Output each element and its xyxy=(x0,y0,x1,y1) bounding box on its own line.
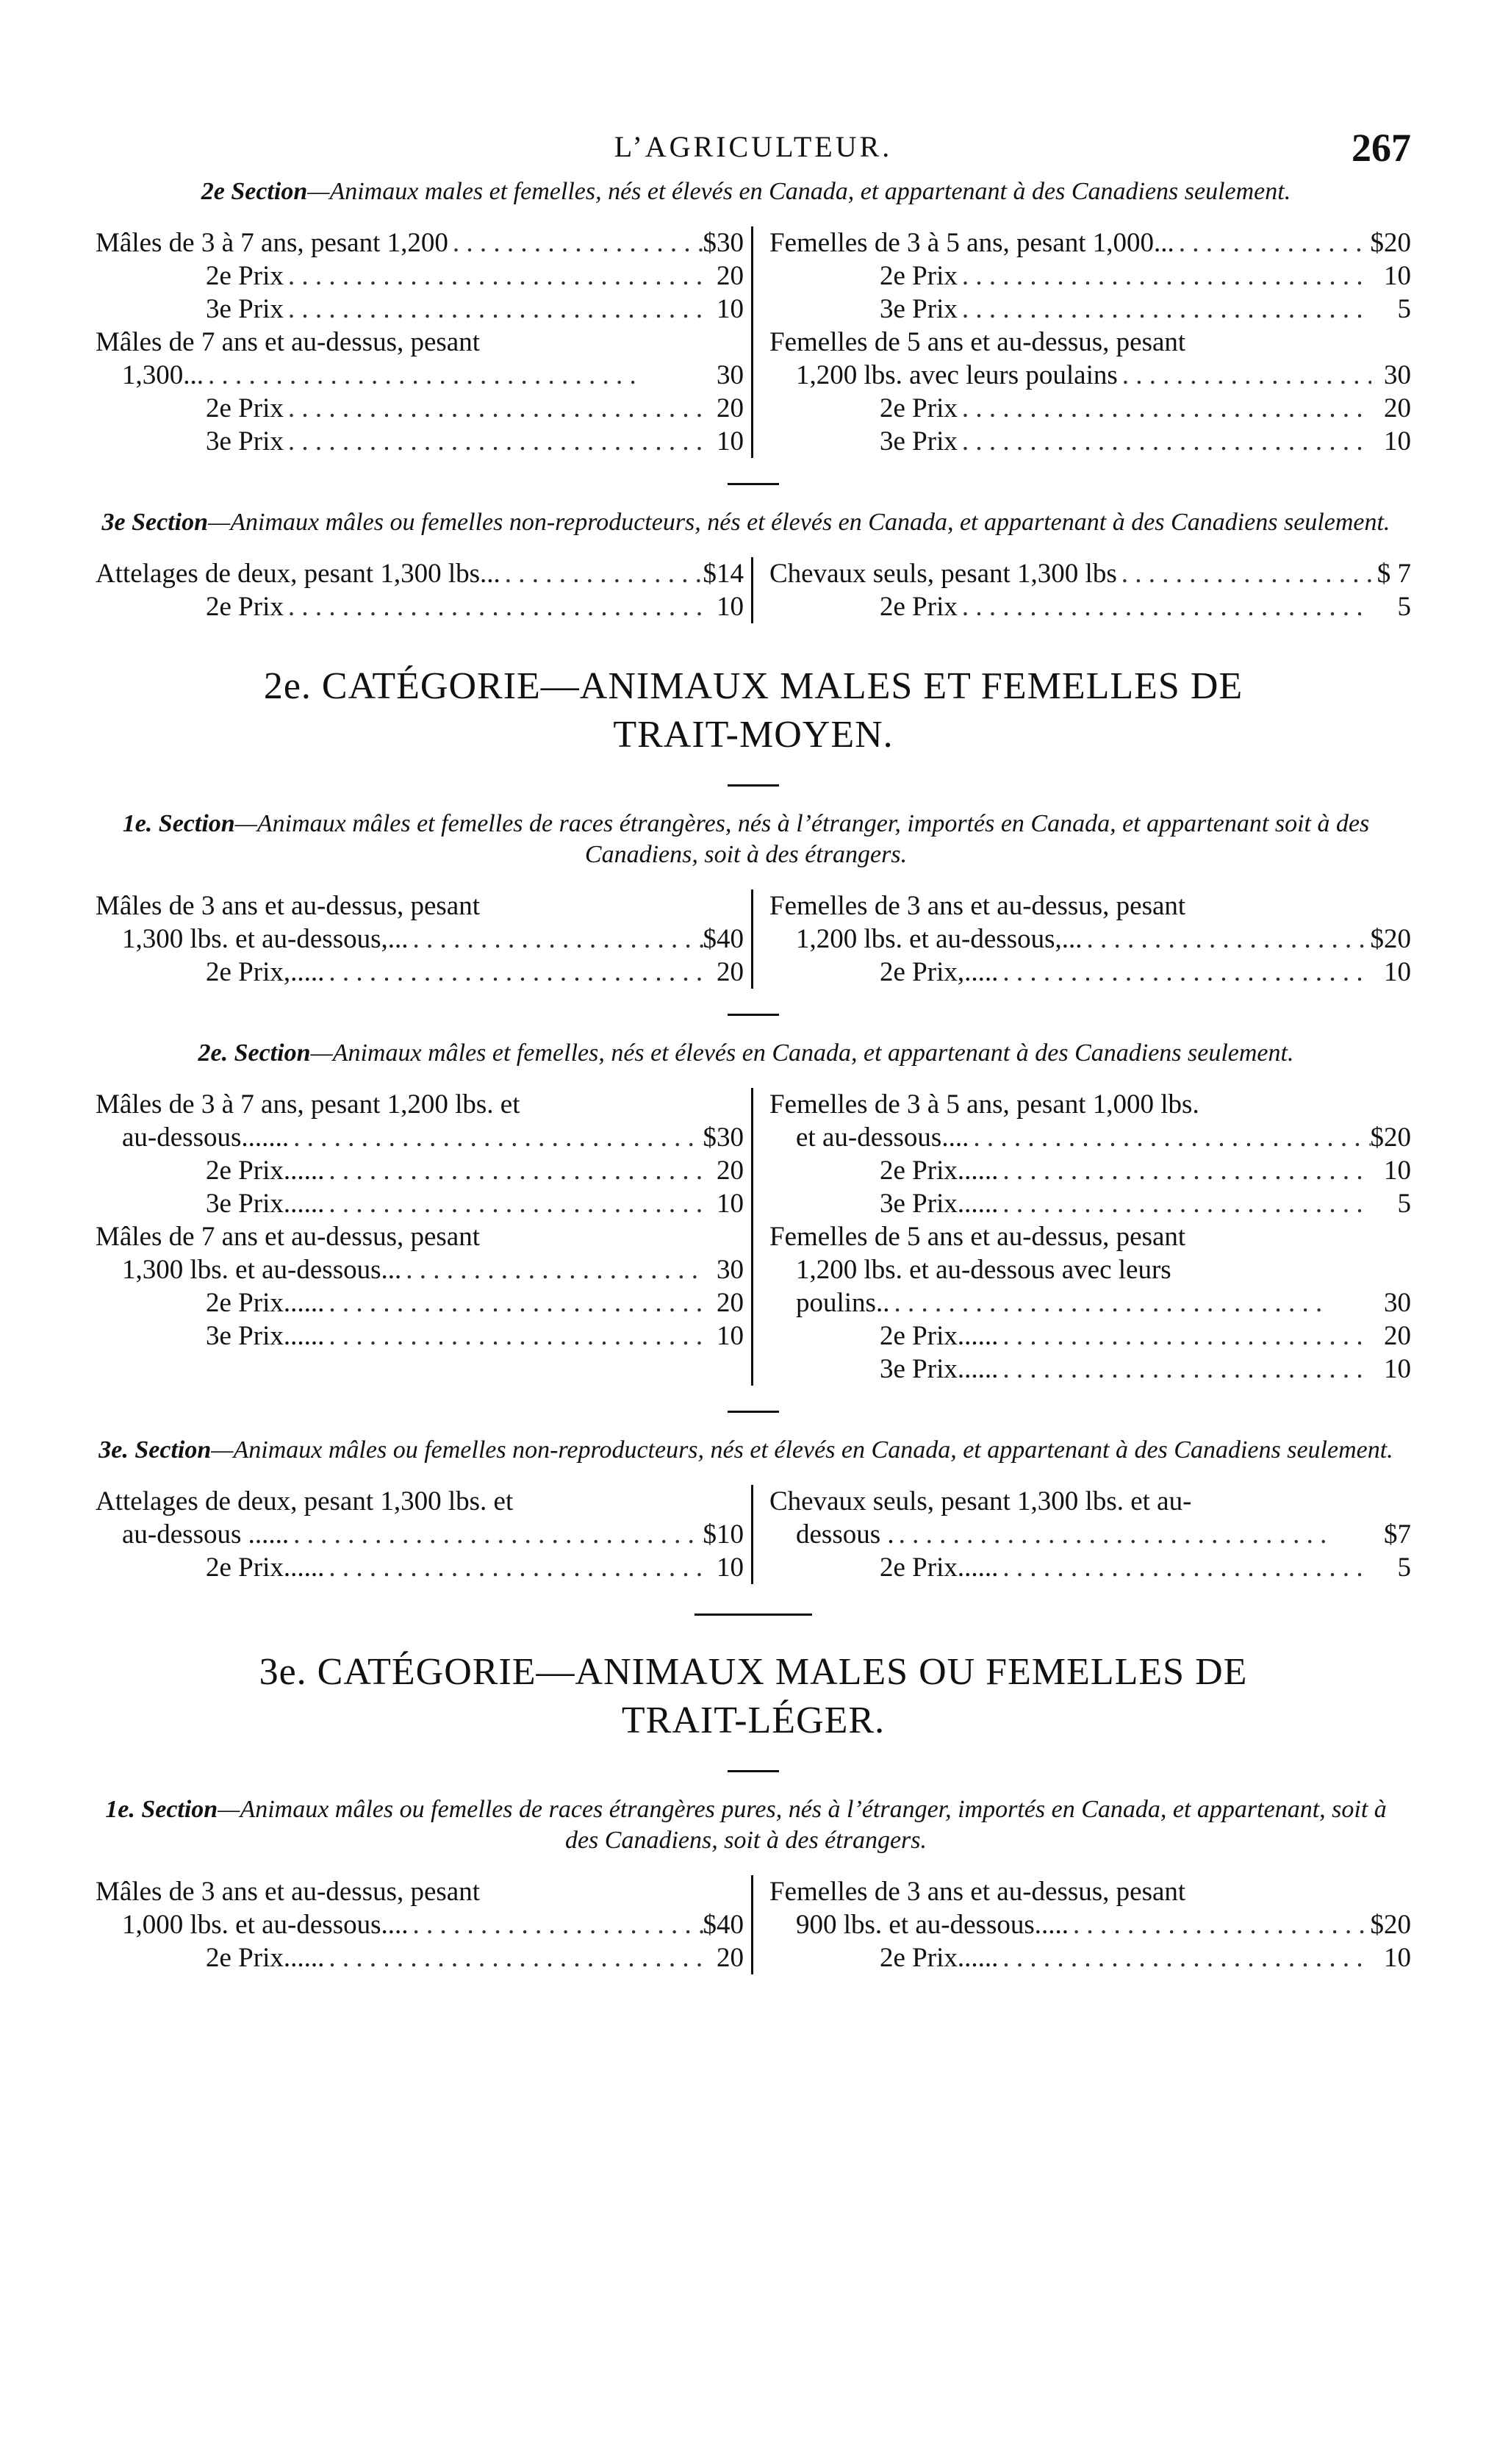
prize-row xyxy=(769,956,1411,989)
section-title-text: —Animaux mâles et femelles, nés et élevés en Canada, et appartenant à des Canadiens seulement. xyxy=(310,1039,1294,1067)
prize-row xyxy=(769,1941,1411,1974)
left-column xyxy=(96,1875,753,1974)
prize-label: 3e Prix...... xyxy=(206,1321,325,1351)
prize-amount: 30 xyxy=(1384,1288,1411,1318)
prize-row xyxy=(769,1319,1411,1353)
prize-amount: 10 xyxy=(717,1189,744,1219)
section-title-label: 2e. Section xyxy=(198,1039,311,1067)
leader-dots xyxy=(1174,226,1371,259)
prize-amount: 30 xyxy=(717,360,744,390)
divider-rule xyxy=(728,1770,779,1772)
leader-dots xyxy=(448,226,703,259)
prize-row xyxy=(96,1941,744,1974)
prize-amount: 30 xyxy=(1384,360,1411,390)
prize-label: 1,200 lbs. et au-dessous,... xyxy=(796,924,1083,954)
prize-label: Femelles de 3 à 5 ans, pesant 1,000... xyxy=(769,228,1174,258)
prize-label: 2e Prix,..... xyxy=(880,957,999,987)
leader-dots xyxy=(998,1941,1371,1974)
prize-amount: 20 xyxy=(717,957,744,987)
prize-amount: 30 xyxy=(717,1255,744,1285)
leader-dots xyxy=(324,1551,704,1584)
leader-dots xyxy=(958,590,1371,623)
page-header xyxy=(96,0,1411,176)
prize-row xyxy=(96,1154,744,1187)
leader-dots xyxy=(324,1187,704,1220)
section-title-text: —Animaux mâles ou femelles non-reproducteurs, nés et élevés en Canada, et appartenant à des Canadiens seulement. xyxy=(208,509,1390,536)
prize-label: Mâles de 3 à 7 ans, pesant 1,200 lbs. et xyxy=(96,1089,520,1120)
prize-label: Femelles de 5 ans et au-dessus, pesant xyxy=(769,327,1186,357)
prize-label: 2e Prix xyxy=(880,261,958,291)
leader-dots xyxy=(401,1253,704,1286)
prize-label: 1,300 lbs. et au-dessous,... xyxy=(122,924,409,954)
leader-dots xyxy=(284,590,704,623)
right-column xyxy=(753,1088,1411,1386)
prize-row xyxy=(96,392,744,425)
prize-label: 2e Prix...... xyxy=(880,1321,999,1351)
prize-label: Mâles de 3 ans et au-dessus, pesant xyxy=(96,1877,481,1907)
right-column xyxy=(753,226,1411,458)
prize-amount: 10 xyxy=(1384,957,1411,987)
prize-row xyxy=(769,590,1411,623)
prize-amount: 10 xyxy=(1384,426,1411,456)
prize-label: au-dessous ...... xyxy=(122,1519,290,1550)
prize-label: 3e Prix xyxy=(880,294,958,324)
prize-label: 2e Prix...... xyxy=(206,1156,325,1186)
leader-dots xyxy=(1117,557,1371,590)
prize-row xyxy=(769,1286,1411,1319)
prize-label: 2e Prix xyxy=(206,393,284,423)
prize-label: poulins.. xyxy=(796,1288,890,1318)
prize-columns xyxy=(96,557,1411,623)
category-3-title xyxy=(96,1648,1411,1745)
prize-row xyxy=(769,923,1411,956)
section-title xyxy=(96,809,1396,870)
category-3-title-line2: TRAIT-LÉGER. xyxy=(621,1700,886,1741)
prize-amount: $20 xyxy=(1370,924,1411,954)
prize-row xyxy=(769,326,1411,359)
prize-amount: 20 xyxy=(717,1288,744,1318)
running-title: L’AGRICULTEUR. xyxy=(614,130,893,163)
prize-amount: 20 xyxy=(717,393,744,423)
prize-amount: 20 xyxy=(717,1156,744,1186)
leader-dots xyxy=(409,1908,703,1941)
section-title xyxy=(96,1038,1396,1069)
prize-row xyxy=(769,1485,1411,1518)
prize-row xyxy=(96,226,744,259)
prize-row xyxy=(96,956,744,989)
prize-row xyxy=(96,1485,744,1518)
leader-dots xyxy=(284,293,704,326)
leader-dots xyxy=(324,1154,704,1187)
prize-columns xyxy=(96,889,1411,989)
right-column xyxy=(753,1485,1411,1584)
prize-label: 900 lbs. et au-dessous..... xyxy=(796,1910,1069,1940)
prize-columns xyxy=(96,226,1411,458)
prize-amount: $20 xyxy=(1370,228,1411,258)
leader-dots xyxy=(1118,359,1371,392)
prize-label: 1,300... xyxy=(122,360,204,390)
prize-row xyxy=(769,392,1411,425)
prize-amount: 20 xyxy=(1384,1321,1411,1351)
prize-columns xyxy=(96,1875,1411,1974)
prize-label: Mâles de 7 ans et au-dessus, pesant xyxy=(96,1222,481,1252)
leader-dots xyxy=(1083,923,1371,956)
section-title xyxy=(96,176,1396,207)
prize-row xyxy=(96,1220,744,1253)
leader-dots xyxy=(998,956,1371,989)
prize-row xyxy=(96,359,744,392)
leader-dots xyxy=(284,259,704,293)
prize-row xyxy=(769,293,1411,326)
prize-row xyxy=(769,1875,1411,1908)
prize-amount: $ 7 xyxy=(1376,559,1411,589)
prize-label: Femelles de 5 ans et au-dessus, pesant xyxy=(769,1222,1186,1252)
prize-amount: 10 xyxy=(1384,1354,1411,1384)
top-sections xyxy=(96,176,1411,623)
prize-label: 3e Prix...... xyxy=(206,1189,325,1219)
leader-dots xyxy=(958,293,1371,326)
prize-row xyxy=(96,557,744,590)
left-column xyxy=(96,889,753,989)
prize-amount: $14 xyxy=(703,559,744,589)
left-column xyxy=(96,1485,753,1584)
leader-dots xyxy=(958,392,1371,425)
prize-label: Femelles de 3 ans et au-dessus, pesant xyxy=(769,1877,1186,1907)
prize-label: 3e Prix xyxy=(206,294,284,324)
prize-amount: 10 xyxy=(717,426,744,456)
section-title-label: 3e. Section xyxy=(98,1436,212,1464)
leader-dots xyxy=(998,1187,1371,1220)
divider-rule xyxy=(728,1014,779,1016)
prize-columns xyxy=(96,1485,1411,1584)
right-column xyxy=(753,1875,1411,1974)
prize-amount: 10 xyxy=(717,1321,744,1351)
prize-label: Chevaux seuls, pesant 1,300 lbs. et au- xyxy=(769,1486,1192,1516)
prize-row xyxy=(96,590,744,623)
leader-dots xyxy=(500,557,703,590)
prize-amount: $10 xyxy=(703,1519,744,1550)
prize-amount: 20 xyxy=(1384,393,1411,423)
left-column xyxy=(96,557,753,623)
divider-rule xyxy=(728,784,779,787)
document-page xyxy=(96,0,1411,1974)
prize-label: 2e Prix xyxy=(880,393,958,423)
prize-amount: 10 xyxy=(717,294,744,324)
prize-row xyxy=(96,1253,744,1286)
prize-row xyxy=(96,1121,744,1154)
prize-label: au-dessous....... xyxy=(122,1122,290,1153)
category-2-title-line1: 2e. CATÉGORIE—ANIMAUX MALES ET FEMELLES DE xyxy=(263,665,1243,707)
leader-dots xyxy=(204,359,704,392)
left-column xyxy=(96,226,753,458)
prize-label: Attelages de deux, pesant 1,300 lbs. et xyxy=(96,1486,514,1516)
section-title xyxy=(96,1435,1396,1466)
section-title xyxy=(96,1794,1396,1856)
leader-dots xyxy=(998,1353,1371,1386)
leader-dots xyxy=(284,392,704,425)
prize-amount: 10 xyxy=(717,592,744,622)
prize-row xyxy=(96,1518,744,1551)
prize-row xyxy=(96,1088,744,1121)
prize-row xyxy=(96,326,744,359)
prize-label: 1,200 lbs. avec leurs poulains xyxy=(796,360,1118,390)
prize-row xyxy=(769,226,1411,259)
prize-row xyxy=(769,359,1411,392)
leader-dots xyxy=(324,1286,704,1319)
leader-dots xyxy=(324,956,704,989)
prize-amount: $7 xyxy=(1384,1519,1411,1550)
prize-row xyxy=(769,1088,1411,1121)
prize-row xyxy=(96,293,744,326)
prize-row xyxy=(96,1875,744,1908)
prize-label: 2e Prix xyxy=(206,592,284,622)
prize-amount: $20 xyxy=(1370,1122,1411,1153)
prize-columns xyxy=(96,1088,1411,1386)
section-title-label: 3e Section xyxy=(101,509,209,536)
category-3-sections xyxy=(96,1794,1411,1974)
prize-label: 3e Prix...... xyxy=(880,1354,999,1384)
page-number: 267 xyxy=(1352,126,1411,170)
prize-amount: $40 xyxy=(703,1910,744,1940)
prize-row xyxy=(96,259,744,293)
prize-row xyxy=(769,1187,1411,1220)
prize-label: 2e Prix xyxy=(880,592,958,622)
prize-label: 2e Prix...... xyxy=(206,1943,325,1973)
prize-label: 2e Prix...... xyxy=(880,1943,999,1973)
prize-label: 1,200 lbs. et au-dessous avec leurs xyxy=(796,1255,1171,1285)
prize-label: Mâles de 3 à 7 ans, pesant 1,200 xyxy=(96,228,448,258)
section-title-label: 1e. Section xyxy=(122,810,235,837)
section-title-label: 2e Section xyxy=(201,178,308,205)
prize-label: Mâles de 7 ans et au-dessus, pesant xyxy=(96,327,481,357)
section-title-text: —Animaux males et femelles, nés et élevés en Canada, et appartenant à des Canadiens seulement. xyxy=(307,178,1291,205)
leader-dots xyxy=(289,1121,703,1154)
prize-label: Chevaux seuls, pesant 1,300 lbs xyxy=(769,559,1117,589)
prize-amount: $40 xyxy=(703,924,744,954)
prize-label: 1,300 lbs. et au-dessous... xyxy=(122,1255,402,1285)
leader-dots xyxy=(998,1551,1371,1584)
section-title-text: —Animaux mâles et femelles de races étrangères, nés à l’étranger, importés en Canada, et appartenant soit à des Canadiens, soit à des étrangers. xyxy=(234,810,1370,868)
prize-label: 3e Prix xyxy=(206,426,284,456)
prize-label: Femelles de 3 à 5 ans, pesant 1,000 lbs. xyxy=(769,1089,1199,1120)
leader-dots xyxy=(889,1286,1371,1319)
prize-amount: $30 xyxy=(703,1122,744,1153)
prize-label: et au-dessous.... xyxy=(796,1122,969,1153)
prize-row xyxy=(769,1353,1411,1386)
leader-dots xyxy=(998,1154,1371,1187)
prize-row xyxy=(96,1187,744,1220)
prize-label: 2e Prix...... xyxy=(206,1552,325,1583)
prize-row xyxy=(96,1551,744,1584)
leader-dots xyxy=(409,923,703,956)
prize-amount: 10 xyxy=(1384,1156,1411,1186)
leader-dots xyxy=(894,1518,1371,1551)
category-2-title-line2: TRAIT-MOYEN. xyxy=(613,714,894,756)
prize-label: 2e Prix...... xyxy=(206,1288,325,1318)
prize-row xyxy=(769,1154,1411,1187)
prize-row xyxy=(96,425,744,458)
prize-row xyxy=(96,1319,744,1353)
prize-amount: 10 xyxy=(717,1552,744,1583)
category-3-title-line1: 3e. CATÉGORIE—ANIMAUX MALES OU FEMELLES DE xyxy=(259,1651,1248,1693)
leader-dots xyxy=(998,1319,1371,1353)
prize-amount: 10 xyxy=(1384,261,1411,291)
leader-dots xyxy=(289,1518,703,1551)
leader-dots xyxy=(284,425,704,458)
prize-label: 3e Prix xyxy=(880,426,958,456)
prize-label: 2e Prix,..... xyxy=(206,957,325,987)
prize-row xyxy=(769,889,1411,923)
prize-row xyxy=(769,1518,1411,1551)
divider-rule xyxy=(694,1614,812,1616)
category-2-sections xyxy=(96,809,1411,1584)
leader-dots xyxy=(324,1941,704,1974)
prize-row xyxy=(96,1908,744,1941)
prize-amount: $20 xyxy=(1370,1910,1411,1940)
divider-rule xyxy=(728,1411,779,1413)
leader-dots xyxy=(1069,1908,1371,1941)
prize-amount: 10 xyxy=(1384,1943,1411,1973)
prize-amount: 20 xyxy=(717,261,744,291)
right-column xyxy=(753,557,1411,623)
prize-label: 2e Prix...... xyxy=(880,1552,999,1583)
category-2-title xyxy=(96,662,1411,759)
prize-label: 3e Prix...... xyxy=(880,1189,999,1219)
prize-label: Attelages de deux, pesant 1,300 lbs... xyxy=(96,559,500,589)
prize-amount: 5 xyxy=(1397,294,1411,324)
prize-row xyxy=(769,425,1411,458)
divider-rule xyxy=(728,483,779,485)
section-title-label: 1e. Section xyxy=(105,1796,218,1823)
leader-dots xyxy=(958,259,1371,293)
prize-row xyxy=(769,1220,1411,1253)
prize-label: Femelles de 3 ans et au-dessus, pesant xyxy=(769,891,1186,921)
prize-amount: 5 xyxy=(1397,1189,1411,1219)
prize-label: dessous . xyxy=(796,1519,894,1550)
prize-row xyxy=(769,1551,1411,1584)
prize-amount: $30 xyxy=(703,228,744,258)
prize-row xyxy=(769,1121,1411,1154)
prize-label: 2e Prix...... xyxy=(880,1156,999,1186)
leader-dots xyxy=(969,1121,1370,1154)
prize-label: Mâles de 3 ans et au-dessus, pesant xyxy=(96,891,481,921)
prize-row xyxy=(769,259,1411,293)
prize-amount: 20 xyxy=(717,1943,744,1973)
prize-label: 2e Prix xyxy=(206,261,284,291)
section-title xyxy=(96,507,1396,538)
prize-row xyxy=(96,923,744,956)
leader-dots xyxy=(958,425,1371,458)
section-title-text: —Animaux mâles ou femelles de races étrangères pures, nés à l’étranger, importés en Canada, et appartenant, soit à des Canadiens, soit à des étrangers. xyxy=(218,1796,1387,1854)
prize-amount: 5 xyxy=(1397,592,1411,622)
prize-row xyxy=(769,1908,1411,1941)
prize-row xyxy=(96,889,744,923)
left-column xyxy=(96,1088,753,1386)
prize-row xyxy=(769,557,1411,590)
prize-label: 1,000 lbs. et au-dessous.... xyxy=(122,1910,409,1940)
prize-row xyxy=(96,1286,744,1319)
section-title-text: —Animaux mâles ou femelles non-reproducteurs, nés et élevés en Canada, et appartenant à des Canadiens seulement. xyxy=(211,1436,1393,1464)
right-column xyxy=(753,889,1411,989)
prize-row xyxy=(769,1253,1411,1286)
prize-amount: 5 xyxy=(1397,1552,1411,1583)
leader-dots xyxy=(324,1319,704,1353)
